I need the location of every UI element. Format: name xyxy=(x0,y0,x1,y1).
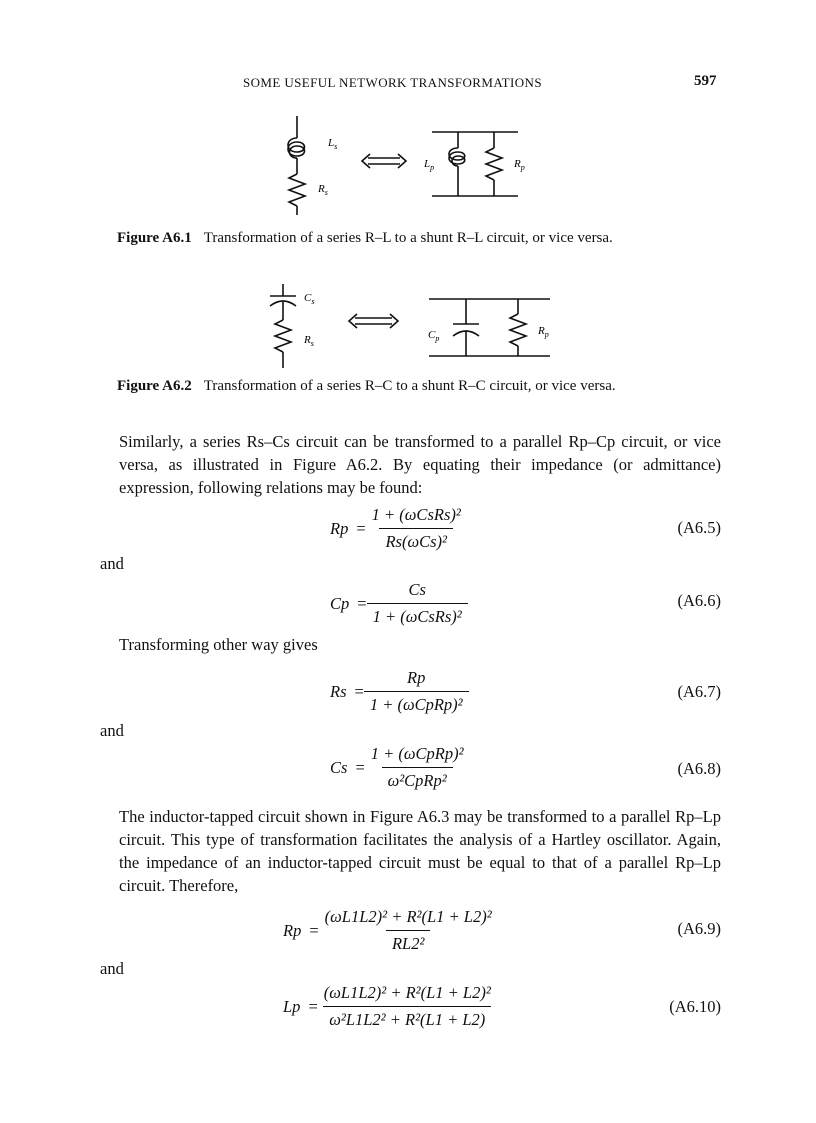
page-number: 597 xyxy=(694,73,717,89)
label-rp: $R_p$ xyxy=(538,325,549,339)
resistor-rs2-icon xyxy=(275,320,291,352)
equation-a6-6: Cp = $\frac{Cs}{\text{1 + (ωCsRs)²}}$ xyxy=(330,580,468,627)
caption-text: Transformation of a series R–L to a shunt R–L circuit, or vice versa. xyxy=(203,230,613,246)
equation-number: (A6.8) xyxy=(677,759,721,778)
figure-a6-1-caption xyxy=(117,230,613,247)
resistor-rp2-icon xyxy=(510,314,526,346)
paragraph-similarly: Similarly, a series Rs–Cs circuit can be transformed to a parallel Rp–Cp circuit, or vice versa, as illustrated in Figure A6.2. By equating their impedance (or admittance) expression, following relations may be found: xyxy=(119,432,721,497)
eq-numerator: Rp xyxy=(407,668,426,687)
equation-a6-8: Cs = $\frac{\text{1 + (ωCpRp)²}}{\text{ω²CpRp²}}$ xyxy=(330,744,470,791)
equation-number: (A6.5) xyxy=(677,518,721,537)
figure-a6-2-caption xyxy=(117,378,616,395)
eq-lhs: Cp xyxy=(330,593,350,613)
eq-lhs: Lp xyxy=(283,996,301,1016)
eq-fraction xyxy=(365,744,470,791)
equation-number: (A6.9) xyxy=(677,919,721,938)
eq-numerator: 1 + (ωCpRp)² xyxy=(370,744,464,763)
connector-and: and xyxy=(100,554,124,573)
eq-lhs: Cs xyxy=(330,757,348,777)
equation-number: (A6.10) xyxy=(669,997,721,1016)
equation-a6-9: Rp = $\frac{\text{(ωL1L2)² + R²(L1 + L2)²}}{\text{RL2²}}$ xyxy=(283,907,498,954)
eq-numerator: 1 + (ωCsRs)² xyxy=(371,505,461,524)
caption-label: Figure A6.2 xyxy=(117,378,192,394)
connector-and: and xyxy=(100,959,124,978)
eq-fraction xyxy=(319,907,498,954)
eq-denominator: Rs(ωCs)² xyxy=(379,528,453,552)
label-rs: $R_s$ xyxy=(304,334,314,348)
label-rp: $R_p$ xyxy=(514,158,525,172)
eq-numerator: (ωL1L2)² + R²(L1 + L2)² xyxy=(324,907,492,926)
eq-denominator: 1 + (ωCpRp)² xyxy=(364,691,469,715)
resistor-rs-icon xyxy=(289,174,305,206)
label-cp: $C_p$ xyxy=(428,329,440,343)
equation-number: (A6.6) xyxy=(677,591,721,610)
figure-a6-2-diagram xyxy=(0,280,816,375)
equation-a6-7: Rs = $\frac{Rp}{\text{1 + (ωCpRp)²}}$ xyxy=(330,668,469,715)
double-arrow-icon xyxy=(362,154,406,168)
eq-denominator: ω²CpRp² xyxy=(382,767,453,791)
eq-fraction xyxy=(364,668,469,715)
equation-number: (A6.7) xyxy=(677,682,721,701)
label-cs: $C_s$ xyxy=(304,292,315,306)
connector-and: and xyxy=(100,721,124,740)
inductor-lp-icon xyxy=(449,148,465,166)
eq-denominator: 1 + (ωCsRs)² xyxy=(367,603,468,627)
figure-a6-1-diagram xyxy=(0,110,816,230)
eq-lhs: Rp xyxy=(283,920,302,940)
eq-numerator: Cs xyxy=(408,580,426,599)
eq-lhs: Rp xyxy=(330,518,349,538)
text-transforming: Transforming other way gives xyxy=(119,635,318,654)
eq-numerator: (ωL1L2)² + R²(L1 + L2)² xyxy=(323,983,491,1002)
eq-denominator: RL2² xyxy=(386,930,430,954)
inductor-ls-icon xyxy=(288,138,305,158)
label-lp: $L_p$ xyxy=(424,158,435,172)
eq-denominator: ω²L1L2² + R²(L1 + L2) xyxy=(323,1006,491,1030)
double-arrow-icon xyxy=(349,314,398,328)
running-head: SOME USEFUL NETWORK TRANSFORMATIONS xyxy=(243,75,542,90)
eq-lhs: Rs xyxy=(330,681,347,701)
eq-fraction xyxy=(318,983,497,1030)
equation-a6-5: Rp = $\frac{\text{1 + (ωCsRs)²}}{\text{Rs(ωCs)²}}$ xyxy=(330,505,467,552)
resistor-rp-icon xyxy=(486,148,502,180)
eq-fraction xyxy=(366,505,467,552)
caption-text: Transformation of a series R–C to a shunt R–C circuit, or vice versa. xyxy=(203,378,616,394)
label-ls: $L_s$ xyxy=(328,137,338,151)
equation-a6-10: Lp = $\frac{\text{(ωL1L2)² + R²(L1 + L2)²}}{\text{ω²L1L2² + R²(L1 + L2)}}$ xyxy=(283,983,497,1030)
eq-fraction xyxy=(367,580,468,627)
label-rs: $R_s$ xyxy=(318,183,328,197)
paragraph-inductor-tapped: The inductor-tapped circuit shown in Figure A6.3 may be transformed to a parallel Rp–Lp circuit. This type of transformation facilitates the analysis of a Hartley oscillator. Again, the impedance of an inductor-tapped circuit must be equal to that of a parallel Rp–Lp circuit. Therefore, xyxy=(119,807,721,895)
caption-label: Figure A6.1 xyxy=(117,230,192,246)
